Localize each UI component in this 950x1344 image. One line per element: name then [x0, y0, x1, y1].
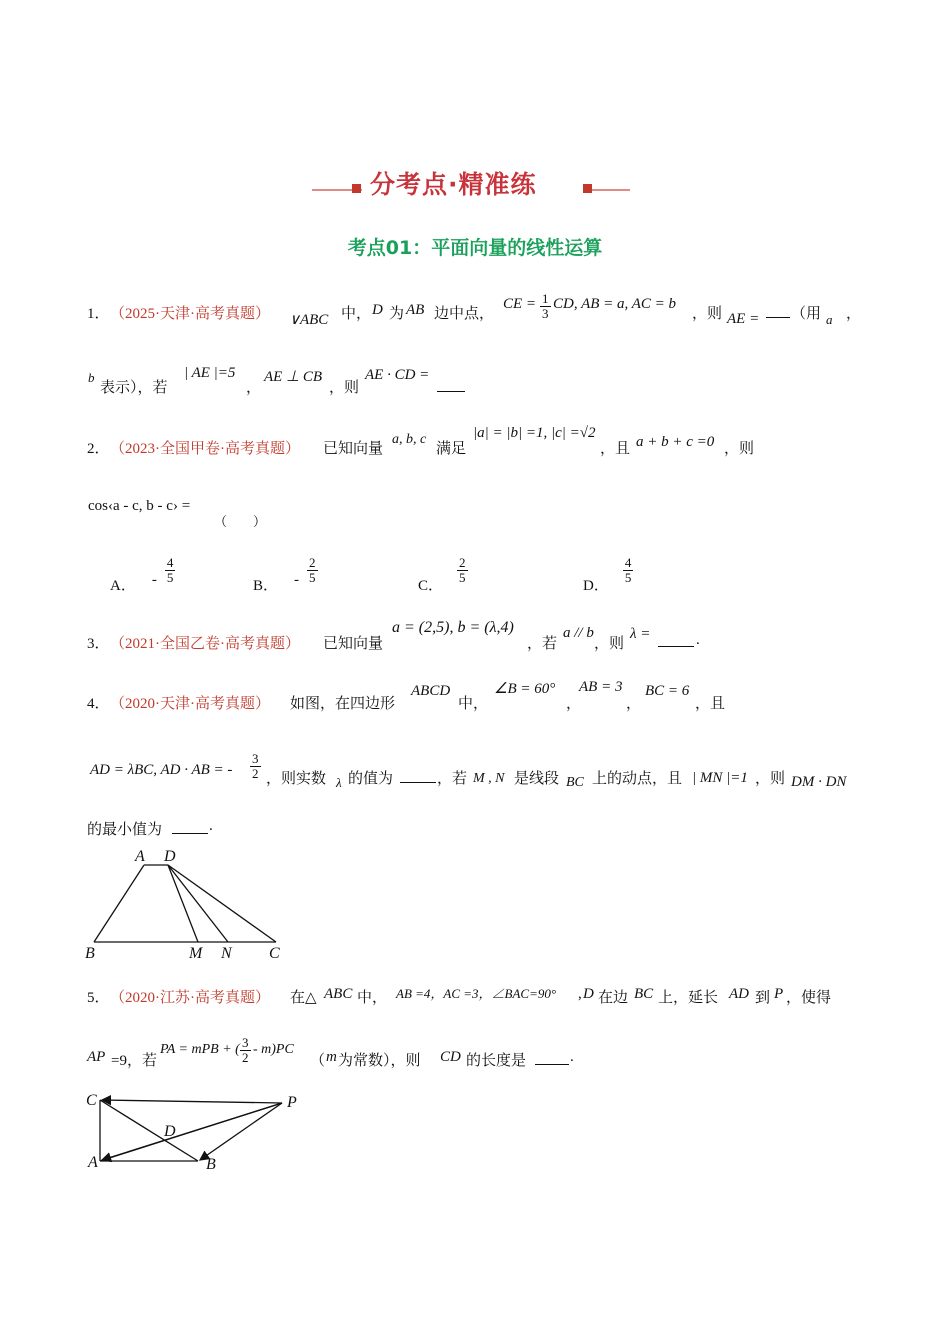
q5-text-len: 的长度是 [466, 1053, 527, 1069]
q5-text-shide: ，使得 [786, 990, 832, 1006]
banner-line-right [592, 189, 630, 191]
q5-end: . [570, 1049, 574, 1065]
q5-text-onbc: 在边 [598, 990, 629, 1006]
q5-p: P [774, 986, 784, 1002]
q1-source: （2025·天津·高考真题） [110, 306, 270, 322]
q4-fraction: $\frac{3}{2}$ [252, 751, 259, 781]
q1-text-ze: ，则 [692, 306, 723, 322]
q2-condition: |a| = |b| =1, |c| =√2 [473, 425, 596, 441]
q5-pa-expression: PA = mPB + ( [160, 1042, 240, 1057]
q1-fraction [540, 292, 551, 321]
q5-number: 5． [87, 990, 110, 1006]
q5-text-ap9: =9，若 [111, 1053, 157, 1069]
q1-text-wei: 为 [389, 306, 405, 322]
q4-label-c: C [269, 945, 280, 962]
q2-number: 2． [87, 441, 110, 457]
q5-figure [80, 1085, 310, 1180]
q5-ad: AD [729, 986, 749, 1002]
q1-blank-2[interactable] [437, 391, 465, 392]
q3-text-ze: ，则 [594, 636, 625, 652]
q5-label-b: B [206, 1156, 216, 1173]
q5-label-p: P [287, 1094, 297, 1111]
q3-lambda: λ = [630, 626, 651, 642]
q4-segment-dn [168, 865, 228, 942]
q4-vector-relation: AD = λBC, AD · AB = - [90, 762, 233, 778]
banner-title: 分考点·精准练 [370, 170, 537, 199]
q4-label-d: D [164, 848, 176, 865]
q1-text-ze-2: ，则 [329, 380, 360, 396]
q5-text-paren-open: （ [310, 1053, 326, 1069]
q5-vector-pa [102, 1103, 282, 1160]
q2-source: （2023·全国甲卷·高考真题） [110, 441, 300, 457]
q2-text-ze: ，则 [724, 441, 755, 457]
q4-segment-dm [168, 865, 198, 942]
q5-fraction: $\frac{3}{2}$ [242, 1035, 249, 1065]
q2-option-c[interactable]: C． $\frac{2}{5}$ [418, 555, 466, 595]
q4-text-shi: 是线段 [514, 771, 560, 787]
q1-frac-num: 1 [542, 291, 549, 306]
q3-number: 3． [87, 636, 110, 652]
q2-option-a[interactable]: A． - $\frac{4}{5}$ [110, 555, 174, 595]
q4-edge-ab [94, 865, 144, 942]
q4-text-shishu: ，则实数 [266, 771, 327, 787]
q5-pa-expression-end: - m)PC [253, 1042, 294, 1057]
q4-intro: 如图，在四边形 [290, 696, 396, 712]
q4-comma-2: ， [626, 696, 642, 712]
q1-var-b: b [88, 370, 95, 385]
q4-source: （2020·天津·高考真题） [110, 696, 270, 712]
q5-text-const: 为常数），则 [338, 1053, 421, 1069]
q5-comma: , [578, 986, 582, 1002]
q3-parallel: a // b [563, 625, 594, 641]
q5-text-shang: 上，延长 [658, 990, 719, 1006]
q1-comma: ， [846, 306, 862, 322]
q4-text-dong: 上的动点，且 [592, 771, 683, 787]
q5-label-d: D [164, 1123, 176, 1140]
q3-vectors: a = (2,5), b = (λ,4) [392, 619, 514, 636]
q4-mn: M , N [473, 771, 505, 786]
q1-comma-2: ， [246, 380, 262, 396]
q1-ab: AB [406, 302, 425, 318]
q4-blank-2[interactable] [172, 833, 208, 834]
q3-source: （2021·全国乙卷·高考真题） [110, 636, 300, 652]
q1-ae-eq: AE = [727, 311, 760, 327]
q4-number: 4． [87, 696, 110, 712]
q1-mod-ae: | AE |=5 [184, 365, 236, 381]
q1-text-mid: 边中点， [434, 306, 495, 322]
q4-lambda: λ [336, 775, 342, 790]
q4-label-m: M [189, 945, 203, 962]
q1-text-line2: 表示），若 [100, 380, 168, 396]
q5-bc: BC [634, 986, 654, 1002]
q5-text-in: 在△ [290, 990, 317, 1006]
q4-text-qie: ，且 [695, 696, 726, 712]
q2-vars: a, b, c [392, 432, 427, 447]
q1-var-a: a [826, 312, 833, 327]
q5-label-c: C [86, 1092, 97, 1109]
q4-comma-1: ， [566, 696, 582, 712]
q3-end: . [696, 632, 700, 648]
q4-text-line3: 的最小值为 [87, 822, 163, 838]
q1-perp: AE ⊥ CB [264, 369, 323, 385]
section-title: 考点01：平面向量的线性运算 [347, 237, 603, 259]
q2-text-satisfy: 满足 [436, 441, 467, 457]
q4-text-zhong: 中， [458, 696, 489, 712]
q4-quad: ABCD [411, 683, 451, 699]
q1-ce-eq: CE = [503, 296, 537, 312]
q2-sum: a + b + c =0 [636, 434, 715, 450]
q5-source: （2020·江苏·高考真题） [110, 990, 270, 1006]
q3-blank[interactable] [658, 646, 694, 647]
q5-given: AB =4，AC =3，∠BAC=90° [396, 986, 557, 1001]
q1-frac-den: 3 [542, 306, 549, 321]
q4-mod-mn: | MN |=1 [692, 770, 748, 786]
q1-triangle: ∨ABC [289, 312, 329, 328]
banner-square-left [352, 184, 361, 193]
q5-cd: CD [440, 1049, 461, 1065]
q4-text-ze: ，则 [755, 771, 786, 787]
q5-blank[interactable] [535, 1064, 569, 1065]
q5-d: D [583, 986, 594, 1002]
q1-blank-1[interactable] [766, 317, 790, 318]
q2-text-known: 已知向量 [323, 441, 384, 457]
q3-text-ruo: ，若 [527, 636, 558, 652]
q4-text-zhi: 的值为 [348, 771, 394, 787]
q5-text-dao: 到 [755, 990, 771, 1006]
q2-text-qie: ，且 [600, 441, 631, 457]
q4-bc: BC = 6 [645, 683, 690, 699]
q5-text-zhong: 中， [357, 990, 388, 1006]
q4-angle: ∠B = 60° [494, 681, 556, 697]
q4-text-ruo: ，若 [437, 771, 468, 787]
q5-edge-cb [100, 1100, 198, 1161]
q4-dm-dn: DM · DN [791, 774, 847, 790]
q5-ap: AP [87, 1049, 106, 1065]
q4-bc-segment: BC [566, 775, 584, 790]
q1-dot: AE · CD = [365, 367, 430, 383]
q3-text-known: 已知向量 [323, 636, 384, 652]
q4-edge-dc [168, 865, 276, 942]
q2-option-b[interactable]: B． - $\frac{2}{5}$ [253, 555, 316, 595]
q5-vector-pb [200, 1103, 282, 1160]
q2-option-d[interactable]: D． $\frac{4}{5}$ [583, 555, 632, 595]
q4-label-n: N [221, 945, 232, 962]
q5-abc: ABC [324, 986, 353, 1002]
q1-d: D [372, 302, 383, 318]
q4-end: . [209, 818, 213, 834]
q5-label-a: A [88, 1154, 98, 1171]
q4-label-b: B [85, 945, 95, 962]
q1-number: 1． [87, 306, 110, 322]
q1-text-zhong: 中， [341, 306, 372, 322]
q4-ab: AB = 3 [579, 679, 623, 695]
q2-cos-expression: cos‹a - c, b - c› = [88, 498, 191, 514]
banner-square-right [583, 184, 592, 193]
q4-label-a: A [135, 848, 145, 865]
q4-figure [80, 840, 300, 965]
q2-answer-paren: （ ） [214, 514, 267, 529]
q4-blank-1[interactable] [400, 782, 436, 783]
q5-vector-pc [102, 1100, 282, 1103]
q5-m: m [326, 1049, 337, 1065]
q1-cd-ab: CD, AB = a, AC = b [553, 296, 677, 312]
q1-text-yong: （用 [791, 306, 822, 322]
